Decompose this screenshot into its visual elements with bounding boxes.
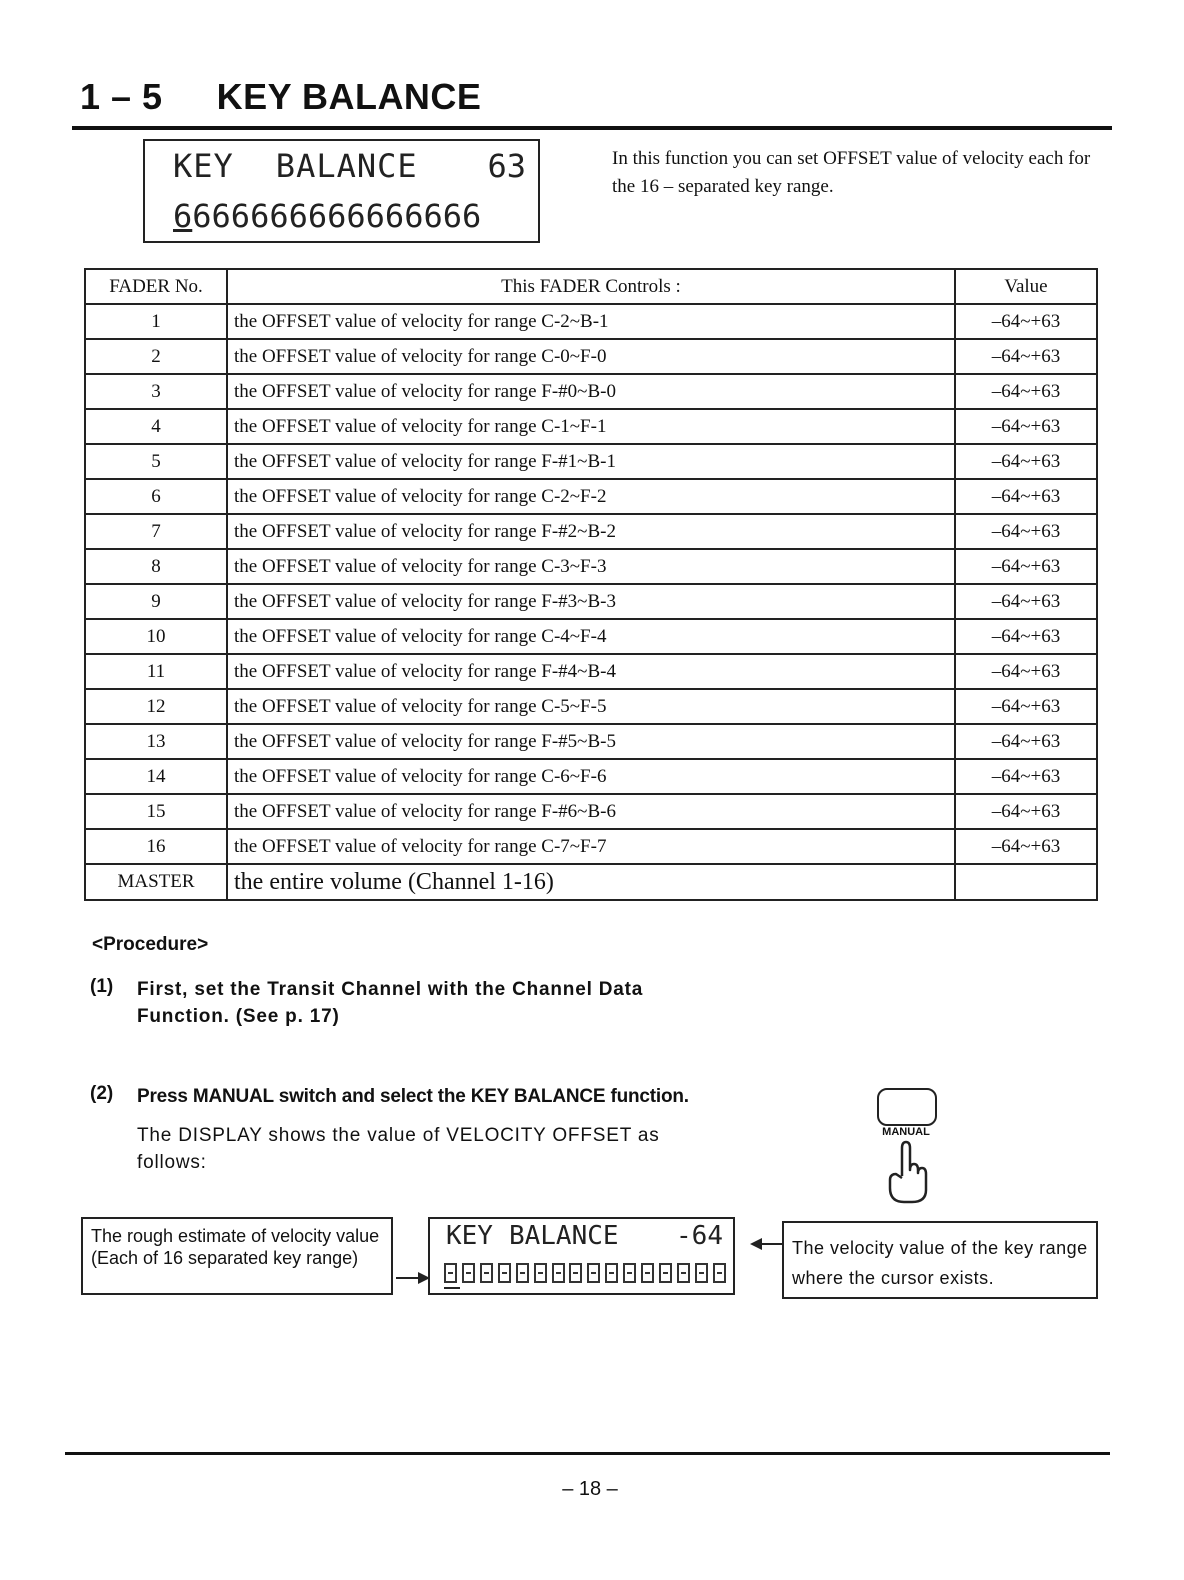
lcd-block (695, 1263, 708, 1283)
value-cell: –64~+63 (955, 724, 1097, 759)
value-cell: –64~+63 (955, 549, 1097, 584)
table-header-row (85, 269, 1097, 304)
fader-number-cell: 6 (85, 479, 227, 514)
step-1-text: First, set the Transit Channel with the Channel Data Function. (See p. 17) (137, 979, 644, 1027)
lcd-block (713, 1263, 726, 1283)
manual-switch-icon (877, 1088, 937, 1126)
table-row (85, 479, 1097, 514)
controls-cell: the OFFSET value of velocity for range F-#0~B-0 (227, 374, 955, 409)
table-row (85, 374, 1097, 409)
header-controls: This FADER Controls : (227, 269, 955, 304)
lcd-display-bottom (428, 1217, 735, 1295)
arrow-left-icon (750, 1236, 784, 1252)
value-cell: –64~+63 (955, 304, 1097, 339)
fader-number-cell: 5 (85, 444, 227, 479)
step-2-description: The DISPLAY shows the value of VELOCITY OFFSET as follows: (137, 1125, 660, 1173)
table-row-master (85, 864, 1097, 900)
page-number: – 18 – (562, 1478, 618, 1500)
controls-cell: the OFFSET value of velocity for range C-5~F-5 (227, 689, 955, 724)
manual-switch-label: MANUAL (882, 1126, 930, 1138)
value-cell: –64~+63 (955, 479, 1097, 514)
lcd-digits: 666666666666666 (192, 197, 482, 235)
controls-cell: the OFFSET value of velocity for range C-7~F-7 (227, 829, 955, 864)
lcd-block (641, 1263, 654, 1283)
step-2-number: (2) (90, 1083, 114, 1104)
lcd-block (480, 1263, 493, 1283)
master-label-cell: MASTER (85, 864, 227, 900)
lcd-line-1 (173, 147, 418, 185)
value-cell: –64~+63 (955, 409, 1097, 444)
lcd-block (498, 1263, 511, 1283)
value-cell: –64~+63 (955, 829, 1097, 864)
lcd-block (623, 1263, 636, 1283)
table-row (85, 409, 1097, 444)
fader-number-cell: 16 (85, 829, 227, 864)
value-cell: –64~+63 (955, 689, 1097, 724)
table-row (85, 759, 1097, 794)
value-cell: –64~+63 (955, 514, 1097, 549)
value-cell: –64~+63 (955, 654, 1097, 689)
fader-number-cell: 2 (85, 339, 227, 374)
fader-number-cell: 15 (85, 794, 227, 829)
lcd-cursor (444, 1287, 460, 1289)
master-value-cell (955, 864, 1097, 900)
value-cell: –64~+63 (955, 584, 1097, 619)
table-row (85, 514, 1097, 549)
top-rule (72, 126, 1112, 130)
lcd-bottom-value: -64 (676, 1221, 723, 1251)
table-row (85, 619, 1097, 654)
lcd-cursor-digit: 6 (173, 197, 193, 235)
lcd-line-2 (173, 197, 481, 235)
controls-cell: the OFFSET value of velocity for range F-#3~B-3 (227, 584, 955, 619)
fader-number-cell: 11 (85, 654, 227, 689)
pointing-hand-icon (884, 1140, 932, 1206)
controls-cell: the OFFSET value of velocity for range F-#6~B-6 (227, 794, 955, 829)
table-row (85, 339, 1097, 374)
controls-cell: the OFFSET value of velocity for range F-#1~B-1 (227, 444, 955, 479)
lcd-block (444, 1263, 457, 1283)
fader-number-cell: 8 (85, 549, 227, 584)
header-fader-no: FADER No. (85, 269, 227, 304)
controls-cell: the OFFSET value of velocity for range C-6~F-6 (227, 759, 955, 794)
master-controls-cell: the entire volume (Channel 1-16) (227, 864, 955, 900)
controls-cell: the OFFSET value of velocity for range C-4~F-4 (227, 619, 955, 654)
fader-number-cell: 14 (85, 759, 227, 794)
lcd-bottom-line-1 (446, 1221, 619, 1251)
value-cell: –64~+63 (955, 619, 1097, 654)
fader-number-cell: 7 (85, 514, 227, 549)
controls-cell: the OFFSET value of velocity for range C-3~F-3 (227, 549, 955, 584)
value-cell: –64~+63 (955, 339, 1097, 374)
table-row (85, 689, 1097, 724)
table-row (85, 654, 1097, 689)
lcd-value: 63 (487, 147, 526, 185)
table-row (85, 794, 1097, 829)
intro-text: In this function you can set OFFSET value of velocity each for the 16 – separated key range. (612, 148, 1091, 197)
section-title-text: KEY BALANCE (216, 76, 482, 117)
lcd-block (462, 1263, 475, 1283)
arrow-right-icon (396, 1270, 430, 1286)
fader-number-cell: 1 (85, 304, 227, 339)
table-row (85, 829, 1097, 864)
fader-number-cell: 3 (85, 374, 227, 409)
table-row (85, 584, 1097, 619)
controls-cell: the OFFSET value of velocity for range C-2~B-1 (227, 304, 955, 339)
bottom-rule (65, 1452, 1110, 1455)
step-2-instruction: Press MANUAL switch and select the KEY BALANCE function. (137, 1086, 689, 1107)
table-row (85, 304, 1097, 339)
controls-cell: the OFFSET value of velocity for range F-#4~B-4 (227, 654, 955, 689)
lcd-bar-blocks (444, 1263, 726, 1283)
value-cell: –64~+63 (955, 374, 1097, 409)
lcd-block (605, 1263, 618, 1283)
table-body (85, 304, 1097, 900)
lcd-block (552, 1263, 565, 1283)
value-cell: –64~+63 (955, 444, 1097, 479)
lcd-label-key: KEY (173, 147, 234, 185)
table-row (85, 724, 1097, 759)
lcd-label-balance: BALANCE (275, 147, 418, 185)
header-value: Value (955, 269, 1097, 304)
controls-cell: the OFFSET value of velocity for range C-0~F-0 (227, 339, 955, 374)
lcd-display-top (143, 139, 540, 243)
lcd-block (534, 1263, 547, 1283)
fader-number-cell: 9 (85, 584, 227, 619)
fader-number-cell: 13 (85, 724, 227, 759)
section-number: 1 – 5 (80, 76, 163, 117)
step-1-number: (1) (90, 976, 114, 997)
section-title (80, 76, 481, 118)
controls-cell: the OFFSET value of velocity for range C-2~F-2 (227, 479, 955, 514)
controls-cell: the OFFSET value of velocity for range C-1~F-1 (227, 409, 955, 444)
lcd-block (659, 1263, 672, 1283)
fader-number-cell: 10 (85, 619, 227, 654)
value-cell: –64~+63 (955, 794, 1097, 829)
lcd-block (516, 1263, 529, 1283)
fader-number-cell: 4 (85, 409, 227, 444)
lcd-block (677, 1263, 690, 1283)
lcd-bottom-label-key: KEY (446, 1221, 493, 1251)
table-row (85, 549, 1097, 584)
fader-number-cell: 12 (85, 689, 227, 724)
lcd-block (569, 1263, 582, 1283)
note-box-right: The velocity value of the key range where the cursor exists. (782, 1221, 1098, 1299)
controls-cell: the OFFSET value of velocity for range F-#5~B-5 (227, 724, 955, 759)
lcd-bottom-label-balance: BALANCE (508, 1221, 619, 1251)
fader-table (84, 268, 1098, 901)
note-box-left: The rough estimate of velocity value (Each of 16 separated key range) (81, 1217, 393, 1295)
lcd-block (587, 1263, 600, 1283)
controls-cell: the OFFSET value of velocity for range F-#2~B-2 (227, 514, 955, 549)
procedure-heading: <Procedure> (92, 934, 209, 955)
value-cell: –64~+63 (955, 759, 1097, 794)
table-row (85, 444, 1097, 479)
